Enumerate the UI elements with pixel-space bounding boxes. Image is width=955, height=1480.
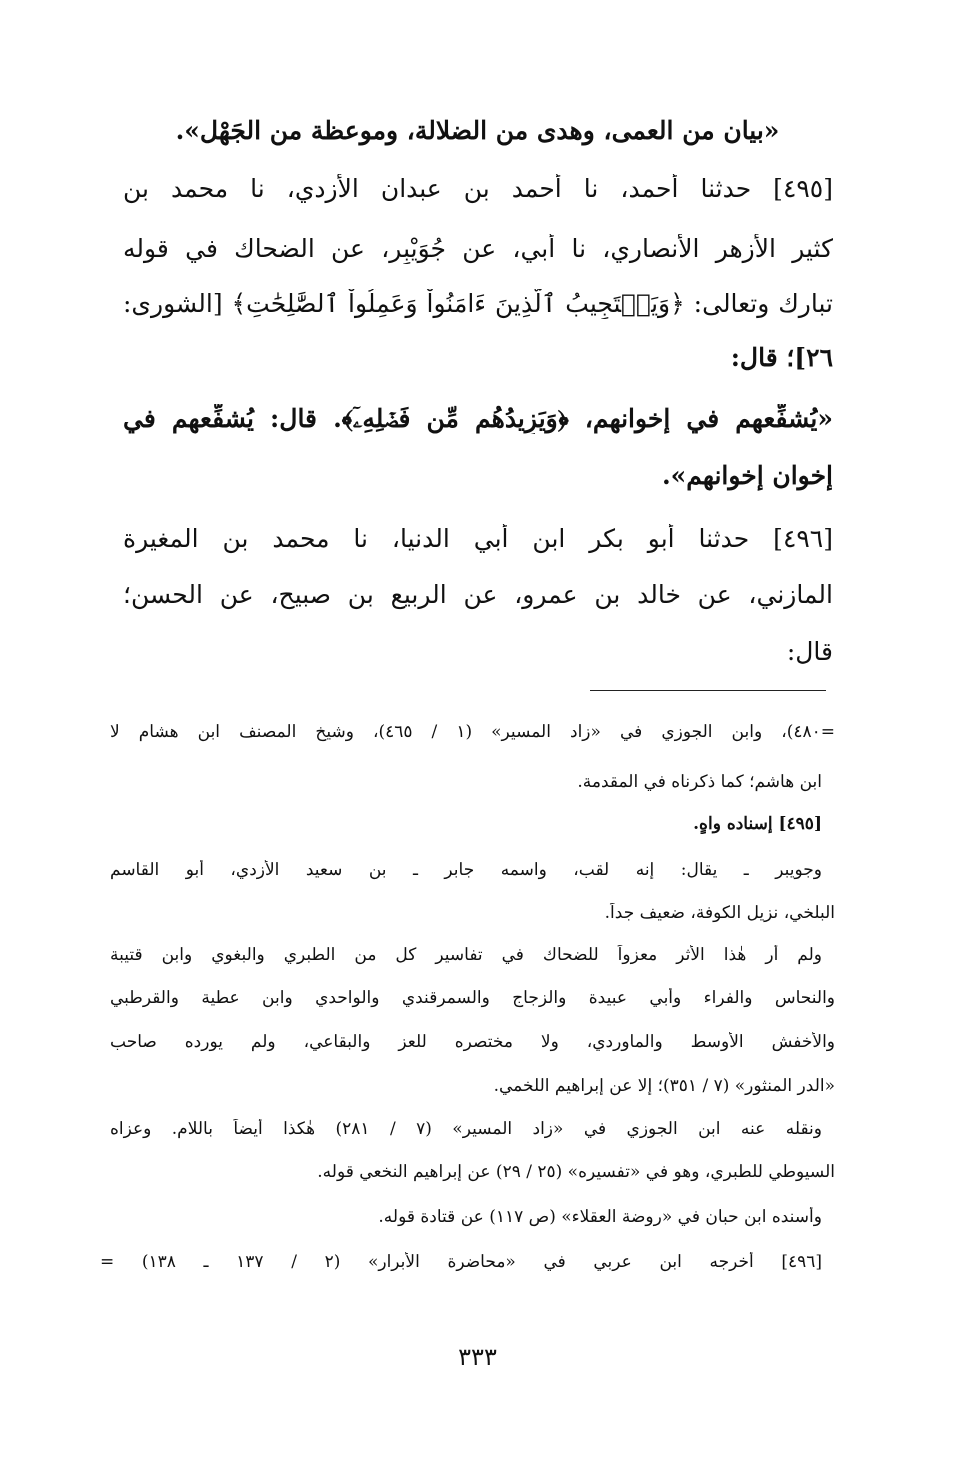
footnote-495-p3-line-1: ونقله عنه ابن الجوزي في «زاد المسير» (٧ / ٢٨١) هٰكذا أيضاً باللام. وعزاه xyxy=(110,1119,822,1139)
footnote-495-p1-line-2: البلخي، نزيل الكوفة، ضعيف جداً. xyxy=(604,903,835,923)
hadith-495-line-2: كثير الأزهر الأنصاري، نا أبي، عن جُوَيْبِر، عن الضحاك في قوله xyxy=(123,234,833,263)
footnote-495-p4: وأسنده ابن حبان في «روضة العقلاء» (ص ١١٧) عن قتادة قوله. xyxy=(378,1207,822,1227)
quote-495-line-2: إخوان إخوانهم». xyxy=(661,461,833,490)
footnote-495-p3-line-2: السيوطي للطبري، وهو في «تفسيره» (٢٥ / ٢٩) عن إبراهيم النخعي قوله. xyxy=(317,1162,835,1182)
footnote-495-heading: [٤٩٥] إسناده واهٍ. xyxy=(693,814,822,834)
footnote-495-p1-line-1: وجويبر ـ يقال: إنه لقب، واسمه جابر ـ بن سعيد الأزدي، أبو القاسم xyxy=(110,860,822,880)
footnote-separator xyxy=(590,690,826,691)
hadith-495-line-4: ٢٦]؛ قال: xyxy=(730,343,833,372)
hadith-496-line-3: قال: xyxy=(786,637,833,666)
hadith-496-line-2: المازني، عن خالد بن عمرو، عن الربيع بن صبيح، عن الحسن؛ xyxy=(123,580,833,609)
hadith-495-line-1: [٤٩٥] حدثنا أحمد، نا أحمد بن عبدان الأزدي، نا محمد بن xyxy=(123,174,833,203)
footnote-496: [٤٩٦] أخرجه ابن عربي في «محاضرة الأبرار» (٢ / ١٣٧ ـ ١٣٨) = xyxy=(100,1252,822,1272)
footnote-495-p2-line-2: والنحاس والفراء وأبي عبيدة والزجاج والسمرقندي والواحدي وابن عطية والقرطبي xyxy=(110,988,835,1008)
quote-495-intro: «بيان من العمى، وهدى من الضلالة، وموعظة من الجَهْل». xyxy=(175,116,780,145)
footnote-495-p2-line-4: «الدر المنثور» (٧ / ٣٥١)؛ إلا عن إبراهيم اللخمي. xyxy=(493,1076,835,1096)
footnote-continuation-line-1: =٤٨٠)، وابن الجوزي في «زاد المسير» (١ / ٤٦٥)، وشيخ المصنف ابن هشام لا xyxy=(110,722,835,742)
page-number: ٣٣٣ xyxy=(458,1343,497,1371)
hadith-495-line-3: تبارك وتعالى: ﴿وَيَسۡتَجِيبُ ٱلَّذِينَ ءَامَنُواْ وَعَمِلُواْ ٱلصَّٰلِحَٰتِ﴾ [الشورى: xyxy=(123,289,833,318)
quote-495-line-1: «يُشفِّعهم في إخوانهم، ﴿وَيَزِيدُهُم مِّن فَضۡلِهِۦٓ﴾. قال: يُشفِّعهم في xyxy=(123,404,833,433)
hadith-496-line-1: [٤٩٦] حدثنا أبو بكر ابن أبي الدنيا، نا محمد بن المغيرة xyxy=(123,524,833,553)
footnote-continuation-line-2: ابن هاشم؛ كما ذكرناه في المقدمة. xyxy=(577,772,822,792)
footnote-495-p2-line-3: والأخفش الأوسط والماوردي، ولا مختصره للعز والبقاعي، ولم يورده صاحب xyxy=(110,1032,835,1052)
footnote-495-p2-line-1: ولم أر هٰذا الأثر معزواً للضحاك في تفاسير كل من الطبري والبغوي وابن قتيبة xyxy=(110,945,822,965)
